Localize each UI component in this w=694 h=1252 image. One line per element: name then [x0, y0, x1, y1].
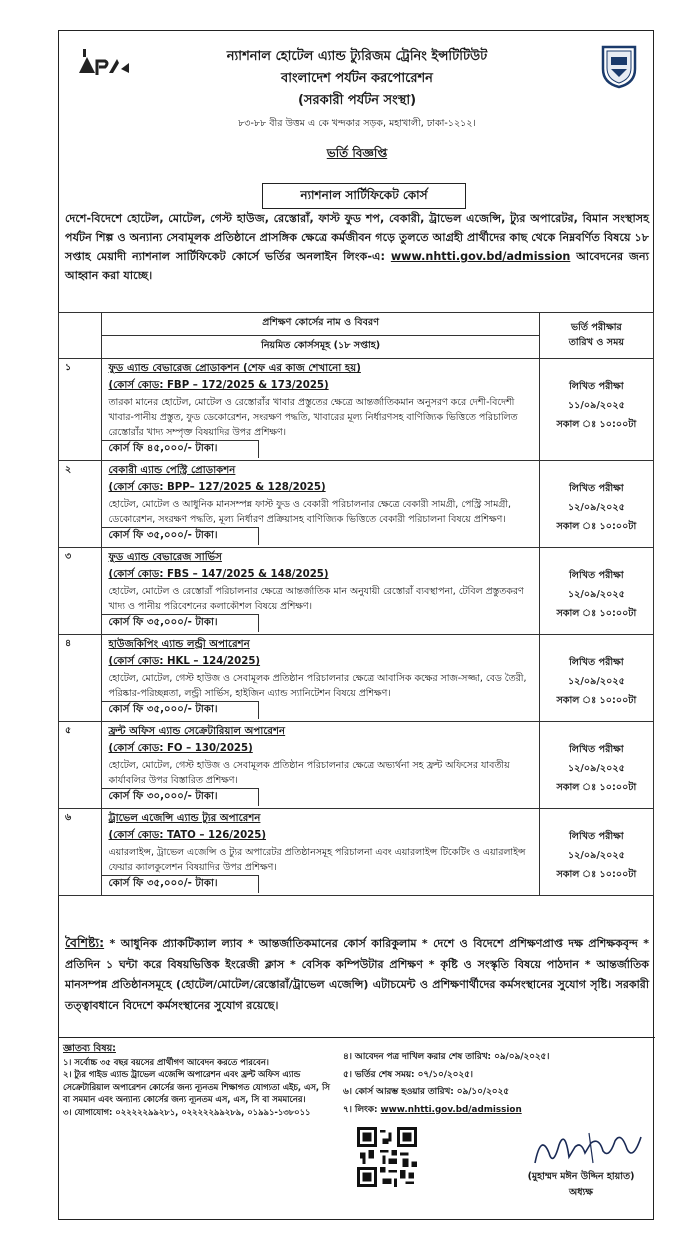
note-6: ৬। কোর্স আরম্ভ হওয়ার তারিখ: ০৯/১০/২০২৫: [343, 1087, 509, 1097]
course-description: এয়ারলাইন্স, ট্রাভেল এজেন্সি ও ট্যুর অপারেটর প্রতিষ্ঠানসমূহ পরিচালনা এবং এয়ারলাইন্স টিকেটিং ও এয়ারলাইন্স ফেয়ার ক্যালকুলেশন বিষয়াদির উপর প্রশিক্ষণ।: [108, 847, 526, 873]
notes-left: [63, 1043, 339, 1118]
exam-time: সকাল ঃ ১০:০০টা: [556, 782, 637, 793]
exam-type: লিখিত পরীক্ষা: [569, 483, 624, 494]
note-2: ২। ট্যুর গাইড এ্যান্ড ট্রাভেল এজেন্সি অপারেশন এবং ফ্রন্ট অফিস এ্যান্ড সেক্রেটারিয়াল অপারেশন কোর্সের জন্য ন্যূনতম শিক্ষাগত যোগ্যতা এইচ, এস, সি বা সমমান এবং অন্যান্য কোর্সের জন্য ন্যূনতম এস, এস, সি বা সমমানের।: [63, 1069, 330, 1104]
course-number: ৫: [59, 722, 102, 809]
intro-text: দেশে-বিদেশে হোটেল, মোটেল, গেস্ট হাউজ, রেস্তোরাঁ, ফাস্ট ফুড শপ, বেকারী, ট্রাভেল এজেন্সি, ট্যুর অপারেটর, বিমান সংস্থাসহ পর্যটন শিল্প ও অন্যান্য সেবামূলক প্রতিষ্ঠানে প্রাসঙ্গিক ক্ষেত্রে কর্মজীবন গড়ে তুলতে আগ্রহী প্রার্থীদের কাছ থেকে নিম্নবর্ণিত বিষয়ে ১৮ সপ্তাহ মেয়াদী ন্যাশনাল সার্টিফিকেট কোর্সে ভর্তির অনলাইন লিংক-এ:: [65, 212, 649, 263]
exam-date: ১২/০৯/২০২৫: [567, 676, 625, 687]
course-number: ৪: [59, 635, 102, 722]
course-code: (কোর্স কোড: HKL – 124/2025): [108, 656, 261, 667]
institute-address: ৮৩-৮৮ বীর উত্তম এ কে খন্দকার সড়ক, মহাখালী, ঢাকা-১২১২।: [238, 118, 476, 129]
exam-info: [539, 809, 653, 896]
course-code: (কোর্স কোড: TATO – 126/2025): [108, 830, 267, 841]
table-row: [59, 809, 654, 896]
signatory: [511, 1169, 651, 1201]
course-code: (কোর্স কোড: FO – 130/2025): [108, 743, 253, 754]
course-details: [102, 722, 539, 809]
exam-time: সকাল ঃ ১০:০০টা: [556, 869, 637, 880]
course-name: ফুড এ্যান্ড বেভারেজ প্রোডাকশন (শেফ এর কাজ শেখানো হয়): [108, 363, 361, 374]
course-name: ট্রাভেল এজেন্সি এ্যান্ড ট্যুর অপারেশন: [108, 813, 261, 824]
features-text: * আধুনিক প্র্যাকটিক্যাল ল্যাব * আন্তর্জাতিকমানের কোর্স কারিকুলাম * দেশে ও বিদেশে প্রশিক্ষণপ্রাপ্ত দক্ষ প্রশিক্ষকবৃন্দ * প্রতিদিন ১ ঘন্টা করে বিষয়ভিত্তিক ইংরেজী ক্লাস * বেসিক কম্পিউটার প্রশিক্ষণ * কৃষ্টি ও সংস্কৃতি বিষয়ে পাঠদান * আন্তর্জাতিক মানসম্পন্ন প্রতিষ্ঠানসমূহে (হোটেল/মোটেল/রেস্তোরাঁ/ট্রাভেল এজেন্সি) এটাচমেন্ট ও প্রশিক্ষণার্থীদের কর্মসংস্থানের সুযোগ সৃষ্টি। সরকারী তত্ত্বাবধানে বিদেশে কর্মসংস্থানের সুযোগ রয়েছে।: [65, 937, 649, 1012]
note-7: [343, 1102, 643, 1120]
course-details: [102, 809, 539, 896]
note-1: ১। সর্বোচ্চ ৩৫ বছর বয়সের প্রার্থীগণ আবেদন করতে পারবেন।: [63, 1056, 269, 1067]
qr-code-icon[interactable]: [357, 1127, 417, 1187]
course-description: হোটেল, মোটেল ও রেস্তোরাঁ পরিচালনার ক্ষেত্রে আন্তর্জাতিক মান অনুযায়ী রেস্তোরাঁ ব্যবস্থাপনা, টেবিল প্রস্তুতকরণ খাদ্য ও পানীয় পরিবেশনের কলাকৌশল বিষয়ে প্রশিক্ষণ।: [108, 586, 524, 612]
course-details: [102, 461, 539, 548]
table-row: [59, 548, 654, 635]
course-name: হাউজকিপিং এ্যান্ড লন্ড্রী অপারেশন: [108, 639, 250, 650]
exam-type: লিখিত পরীক্ষা: [569, 744, 624, 755]
organization-type: (সরকারী পর্যটন সংস্থা): [297, 93, 417, 108]
intro-paragraph: [65, 209, 649, 285]
course-number: ৬: [59, 809, 102, 896]
course-title-box: ন্যাশনাল সার্টিফিকেট কোর্স: [262, 183, 466, 209]
exam-type: লিখিত পরীক্ষা: [569, 381, 624, 392]
exam-date: ১২/০৯/২০২৫: [567, 850, 625, 861]
exam-info: [539, 461, 653, 548]
note-5: ৫। ভর্তির শেষ সময়: ০৭/১০/২০২৫।: [343, 1069, 473, 1080]
course-fee: কোর্স ফি ৩৫,০০০/- টাকা।: [102, 875, 259, 893]
exam-info: [539, 359, 653, 461]
course-number: ২: [59, 461, 102, 548]
course-fee: কোর্স ফি ৩০,০০০/- টাকা।: [102, 788, 259, 806]
exam-time: সকাল ঃ ১০:০০টা: [556, 695, 637, 706]
course-name: ফুড এ্যান্ড বেভারেজ সার্ভিস: [108, 552, 222, 563]
regular-courses-subheader: নিয়মিত কোর্সসমূহ (১৮ সপ্তাহ): [102, 336, 539, 359]
note-3: ৩। যোগাযোগ: ০২২২২২৯৯২৮১, ০২২২২২৯৯২৮৯, ০১৯৯১-১৩৮০১১: [63, 1106, 311, 1117]
signatory-title: অধ্যক্ষ: [568, 1187, 593, 1198]
course-fee: কোর্স ফি ৩৫,০০০/- টাকা।: [102, 614, 259, 632]
course-description: হোটেল, মোটেল ও আধুনিক মানসম্পন্ন ফাস্ট ফুড ও বেকারী পরিচালনার ক্ষেত্রে বেকারী সামগ্রী, পেস্ট্রি সামগ্রী, ডেকোরেশন, সংরক্ষণ পদ্ধতি, মূল্য নির্ধারণ প্রক্রিয়াসহ বাণিজ্যিক ভিত্তিতে বেকারী পরিচালনা বিষয়ে প্রশিক্ষণ।: [108, 499, 511, 525]
exam-time: সকাল ঃ ১০:০০টা: [556, 521, 637, 532]
course-code: (কোর্স কোড: BPP– 127/2025 & 128/2025): [108, 482, 326, 493]
features-title: বৈশিষ্ট্য:: [65, 935, 105, 950]
table-row: [59, 722, 654, 809]
course-description: হোটেল, মোটেল, গেস্ট হাউজ ও সেবামূলক প্রতিষ্ঠান পরিচালনার ক্ষেত্রে অভ্যর্থনা সহ ফ্রন্ট অফিসের যাবতীয় কার্যাবলির উপর বিস্তারিত প্রশিক্ষণ।: [108, 760, 510, 786]
exam-info: [539, 722, 653, 809]
notes-title: জ্ঞাতব্য বিষয়:: [63, 1043, 116, 1054]
divider: [59, 1037, 655, 1038]
exam-column-header: [539, 313, 653, 359]
note-7-label: ৭। লিংক:: [343, 1104, 378, 1115]
exam-date: ১১/০৯/২০২৫: [567, 400, 625, 411]
course-description: তারকা মানের হোটেল, মোটেল ও রেস্তোরাঁর খাবার প্রস্তুতের ক্ষেত্রে আন্তর্জাতিকমান অনুসরণ করে দেশী-বিদেশী খাবার-পানীয় প্রস্তুত, ফুড ডেকোরেশন, সংরক্ষণ পদ্ধতি, খাবারের মূল্য নির্ধারণসহ বাণিজ্যিক ভিত্তিতে পরিচালিত রেস্তোরাঁর খাদ্য সম্পৃক্ত বিষয়াদির উপর প্রশিক্ষণ।: [108, 397, 518, 438]
course-details: [102, 635, 539, 722]
course-name: ফ্রন্ট অফিস এ্যান্ড সেক্রেটারিয়াল অপারেশন: [108, 726, 286, 737]
table-row: [59, 359, 654, 461]
signatory-name: (মুহাম্মদ মঈন উদ্দিন হায়াত): [527, 1171, 635, 1182]
course-fee: কোর্স ফি ৩৫,০০০/- টাকা।: [102, 527, 259, 545]
course-name: বেকারী এ্যান্ড পেস্ট্রি প্রোডাকশন: [108, 465, 236, 476]
note-4: ৪। আবেদন পত্র দাখিল করার শেষ তারিখ: ০৯/০৯/২০২৫।: [343, 1052, 550, 1062]
exam-date: ১২/০৯/২০২৫: [567, 763, 625, 774]
course-details: [102, 359, 539, 461]
exam-time: সকাল ঃ ১০:০০টা: [556, 419, 637, 430]
exam-info: [539, 548, 653, 635]
course-code: (কোর্স কোড: FBS – 147/2025 & 148/2025): [108, 569, 329, 580]
course-code: (কোর্স কোড: FBP – 172/2025 & 173/2025): [108, 380, 329, 391]
notice-title: ভর্তি বিজ্ঞপ্তি: [326, 146, 388, 160]
course-number: ৩: [59, 548, 102, 635]
course-column-header: প্রশিক্ষণ কোর্সের নাম ও বিবরণ: [102, 313, 539, 336]
course-description: হোটেল, মোটেল, গেস্ট হাউজ ও সেবামূলক প্রতিষ্ঠান পরিচালনার ক্ষেত্রে আবাসিক কক্ষের সাজ-সজ্জা, বেড তৈরী, পরিষ্কার-পরিচ্ছন্নতা, লন্ড্রী সার্ভিস, হাইজিন এ্যান্ড স্যানিটেশন বিষয়ে প্রশিক্ষণ।: [108, 673, 527, 699]
course-fee: কোর্স ফি ৪৫,০০০/- টাকা।: [102, 440, 259, 458]
exam-type: লিখিত পরীক্ষা: [569, 657, 624, 668]
admission-link[interactable]: www.nhtti.gov.bd/admission: [390, 250, 571, 263]
exam-time: সকাল ঃ ১০:০০টা: [556, 608, 637, 619]
note-admission-link[interactable]: www.nhtti.gov.bd/admission: [380, 1104, 522, 1115]
institute-name: ন্যাশনাল হোটেল এ্যান্ড ট্যুরিজম ট্রেনিং ইন্সটিটিউট: [226, 49, 488, 64]
course-table: [58, 312, 654, 896]
admission-notice-page: [58, 30, 654, 1220]
course-number: ১: [59, 359, 102, 461]
exam-info: [539, 635, 653, 722]
table-num-header: [59, 313, 102, 359]
exam-header-line2: তারিখ ও সময়: [568, 336, 625, 348]
exam-type: লিখিত পরীক্ষা: [569, 831, 624, 842]
features-section: [65, 933, 649, 1016]
exam-date: ১২/০৯/২০২৫: [567, 502, 625, 513]
table-row: [59, 635, 654, 722]
intro-tail: আবেদনের জন্য আহ্বান করা যাচ্ছে।: [65, 250, 649, 282]
exam-type: লিখিত পরীক্ষা: [569, 570, 624, 581]
course-fee: কোর্স ফি ৩৫,০০০/- টাকা।: [102, 701, 259, 719]
notes-right: [343, 1049, 643, 1119]
corporation-name: বাংলাদেশ পর্যটন করপোরেশন: [281, 71, 433, 86]
table-row: [59, 461, 654, 548]
course-details: [102, 548, 539, 635]
exam-date: ১২/০৯/২০২৫: [567, 589, 625, 600]
exam-header-line1: ভর্তি পরীক্ষার: [570, 321, 622, 333]
